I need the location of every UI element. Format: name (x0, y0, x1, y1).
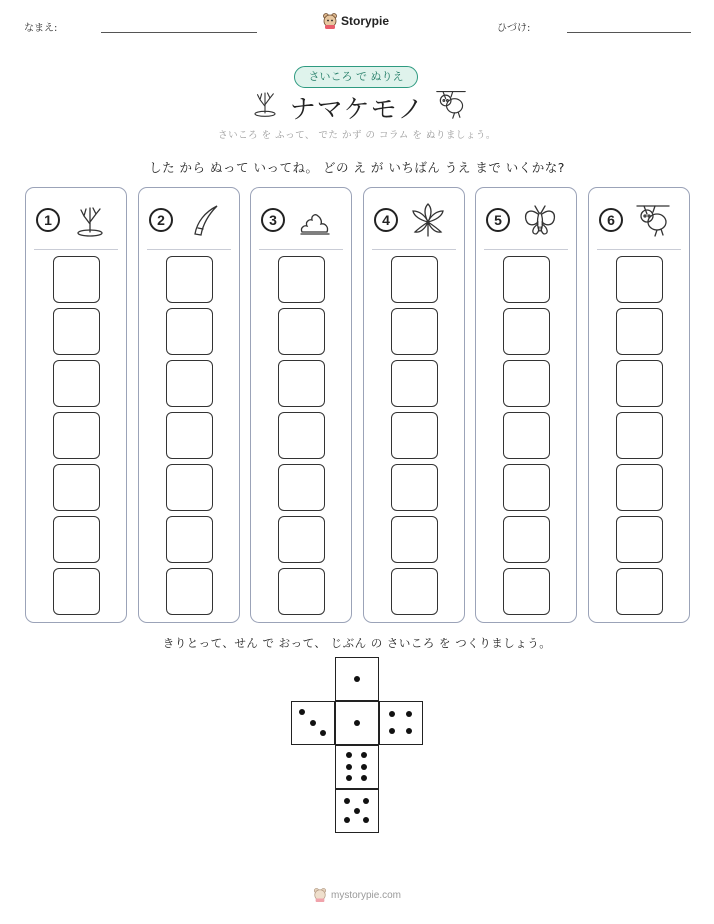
coloring-cell[interactable] (53, 412, 100, 459)
coloring-cell[interactable] (503, 256, 550, 303)
coloring-cell[interactable] (391, 412, 438, 459)
column-number: 6 (599, 208, 623, 232)
date-line[interactable] (567, 32, 691, 33)
die-face-1 (335, 701, 379, 745)
coloring-cell[interactable] (278, 464, 325, 511)
die-pip (389, 711, 395, 717)
column-divider (372, 249, 456, 250)
coloring-cell[interactable] (166, 308, 213, 355)
die-pip (361, 764, 367, 770)
coloring-cell[interactable] (166, 360, 213, 407)
die-face-6 (335, 745, 379, 789)
column-divider (484, 249, 568, 250)
die-face-3 (291, 701, 335, 745)
logo-text: Storypie (341, 14, 390, 28)
die-pip (354, 808, 360, 814)
coloring-cell[interactable] (53, 256, 100, 303)
coloring-cell[interactable] (53, 516, 100, 563)
column-number: 1 (36, 208, 60, 232)
date-label: ひづけ: (497, 23, 531, 34)
page-title: ナマケモノ (289, 95, 425, 125)
coloring-cell[interactable] (616, 516, 663, 563)
die-pip (363, 817, 369, 823)
die-pip (361, 775, 367, 781)
die-pip (406, 711, 412, 717)
coloring-cell[interactable] (616, 464, 663, 511)
coloring-cell[interactable] (166, 256, 213, 303)
coloring-cell[interactable] (53, 308, 100, 355)
dice-column-2 (138, 187, 240, 623)
column-divider (259, 249, 343, 250)
coloring-cell[interactable] (53, 360, 100, 407)
die-pip (354, 676, 360, 682)
moth-icon (522, 202, 558, 238)
die-pip (389, 728, 395, 734)
name-label: なまえ: (24, 23, 58, 34)
dice-column-1 (25, 187, 127, 623)
coloring-cell[interactable] (391, 360, 438, 407)
die-face-1 (335, 657, 379, 701)
coloring-cell[interactable] (503, 360, 550, 407)
coloring-cell[interactable] (503, 464, 550, 511)
die-pip (344, 817, 350, 823)
die-pip (346, 764, 352, 770)
coloring-cell[interactable] (391, 308, 438, 355)
coloring-cell[interactable] (616, 412, 663, 459)
die-pip (363, 798, 369, 804)
claw-icon (185, 202, 221, 238)
poop-icon (297, 202, 333, 238)
dice-column-5 (475, 187, 577, 623)
coloring-cell[interactable] (616, 256, 663, 303)
coloring-cell[interactable] (616, 360, 663, 407)
coloring-cell[interactable] (278, 412, 325, 459)
coloring-cell[interactable] (391, 256, 438, 303)
coloring-cell[interactable] (391, 516, 438, 563)
die-pip (299, 709, 305, 715)
bear-mascot-icon (322, 12, 338, 30)
die-pip (346, 775, 352, 781)
coloring-cell[interactable] (278, 516, 325, 563)
coloring-cell[interactable] (391, 464, 438, 511)
die-pip (361, 752, 367, 758)
sloth-icon (635, 202, 671, 238)
coloring-cell[interactable] (166, 568, 213, 615)
coloring-cell[interactable] (503, 568, 550, 615)
column-divider (34, 249, 118, 250)
column-divider (147, 249, 231, 250)
leaf-icon (410, 202, 446, 238)
footer-url[interactable]: mystorypie.com (330, 889, 401, 901)
column-number: 4 (374, 208, 398, 232)
dice-column-3 (250, 187, 352, 623)
die-pip (344, 798, 350, 804)
dice-column-6 (588, 187, 690, 623)
storypie-logo (322, 12, 389, 30)
activity-badge: さいころ で ぬりえ (294, 66, 418, 88)
coloring-cell[interactable] (166, 464, 213, 511)
coloring-cell[interactable] (503, 516, 550, 563)
coloring-cell[interactable] (53, 464, 100, 511)
column-number: 5 (486, 208, 510, 232)
footer (0, 887, 714, 903)
coral-icon (72, 202, 108, 238)
coloring-cell[interactable] (278, 360, 325, 407)
coloring-cell[interactable] (53, 568, 100, 615)
bear-mascot-icon (313, 887, 327, 903)
coloring-cell[interactable] (616, 308, 663, 355)
column-divider (597, 249, 681, 250)
cut-instruction: きりとって、せん で おって、 じぶん の さいころ を つくりましょう。 (162, 636, 552, 650)
dice-column-4 (363, 187, 465, 623)
instruction: した から ぬって いってね。 どの え が いちばん うえ まで いくかな? (149, 160, 565, 175)
coloring-cell[interactable] (166, 516, 213, 563)
die-pip (310, 720, 316, 726)
die-pip (320, 730, 326, 736)
coloring-cell[interactable] (278, 256, 325, 303)
coloring-cell[interactable] (391, 568, 438, 615)
coloring-cell[interactable] (503, 308, 550, 355)
name-line[interactable] (101, 32, 257, 33)
die-face-4 (379, 701, 423, 745)
die-pip (346, 752, 352, 758)
subtitle: さいころ を ふって、 でた かず の コラム を ぬりましょう。 (218, 130, 496, 141)
coloring-cell[interactable] (616, 568, 663, 615)
coloring-cell[interactable] (278, 568, 325, 615)
coloring-cell[interactable] (166, 412, 213, 459)
die-face-5 (335, 789, 379, 833)
coloring-cell[interactable] (278, 308, 325, 355)
coloring-cell[interactable] (503, 412, 550, 459)
sloth-icon (434, 88, 468, 120)
column-number: 3 (261, 208, 285, 232)
die-pip (406, 728, 412, 734)
die-pip (354, 720, 360, 726)
column-number: 2 (149, 208, 173, 232)
